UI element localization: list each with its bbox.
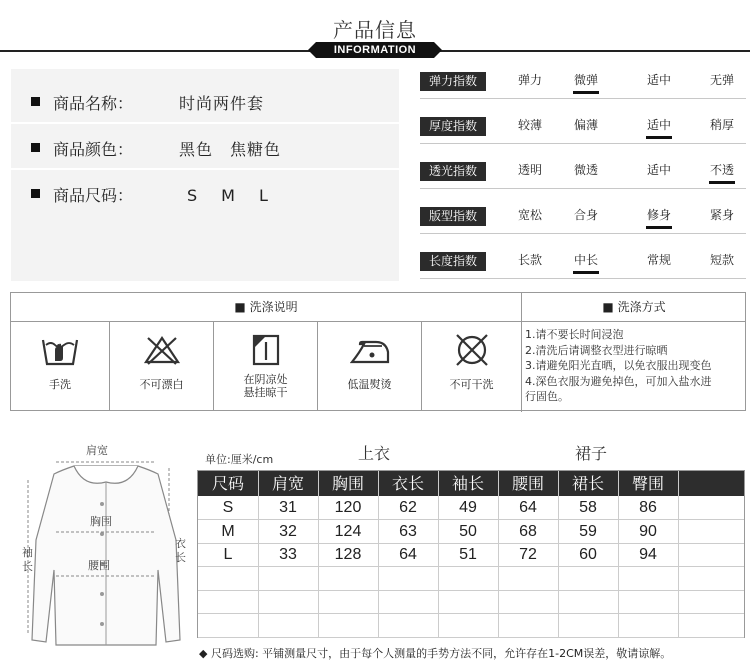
size-table-row [198, 567, 744, 591]
index-row [420, 69, 746, 99]
index-option-selected: 修身 [629, 206, 689, 223]
size-table-cell: 128 [334, 546, 362, 563]
shoulder-width-label: 肩宽 [86, 444, 108, 457]
index-option: 透明 [517, 163, 542, 177]
product-size-row [11, 172, 399, 216]
size-table-cell: 90 [639, 522, 657, 540]
size-table-column-divider [498, 471, 499, 637]
index-row [420, 114, 746, 144]
size-table-cell: 64 [399, 546, 417, 563]
index-option: 短款 [709, 253, 734, 267]
size-table-cell: 31 [279, 499, 297, 516]
size-table-cell: 64 [519, 499, 537, 516]
length-label-2: 长 [175, 551, 186, 564]
wash-item-hand-wash [11, 322, 110, 411]
line-dry-label-1: 在阴凉处 [243, 373, 288, 386]
size-table-cell: 94 [639, 546, 657, 563]
bullet-icon [31, 143, 40, 152]
bullet-icon [31, 189, 40, 198]
size-table-cell: 50 [459, 522, 477, 540]
waist-label: 腰围 [88, 559, 110, 572]
size-table-cell: 51 [459, 546, 477, 563]
size-table-cell: 59 [579, 522, 597, 540]
wash-item-no-dry-clean [422, 322, 521, 411]
size-note: ◆ 尺码选购: 平铺测量尺寸，由于每个人测量的手势方法不同，允许存在1-2CM误差，敬请谅解。 [199, 647, 672, 660]
no-bleach-label: 不可漂白 [139, 378, 184, 391]
washing-note: 1.请不要长时间浸泡 [525, 328, 624, 341]
page-title: 产品信息 [333, 18, 417, 42]
size-table-column-divider [258, 471, 259, 637]
washing-method-heading: ■ 洗涤方式 [522, 293, 746, 322]
size-table-cell: S [222, 499, 234, 516]
product-color-label: 商品颜色： [53, 140, 134, 159]
size-table-header-cell: 胸围 [331, 474, 364, 493]
length-label-1: 衣 [175, 537, 186, 550]
index-option: 适中 [646, 163, 671, 177]
index-row [420, 249, 746, 279]
washing-note: 3.请避免阳光直晒，以免衣服出现变色 [525, 359, 712, 372]
size-table-column-divider [318, 471, 319, 637]
size-table-cell: 63 [399, 522, 417, 540]
low-iron-label: 低温熨烫 [347, 378, 392, 391]
index-label: 版型指数 [420, 207, 486, 226]
index-option: 弹力 [517, 73, 542, 87]
sleeve-label-1: 袖 [22, 546, 33, 559]
product-name-row [11, 80, 399, 124]
index-label: 厚度指数 [420, 117, 486, 136]
size-table-row [198, 543, 744, 567]
line-dry-shade-icon [246, 332, 286, 368]
size-table-cell: 32 [279, 522, 297, 540]
index-option: 长款 [517, 253, 542, 267]
washing-notes [525, 327, 747, 405]
washing-panel [10, 292, 746, 411]
product-name-value: 时尚两件套 [179, 94, 265, 113]
size-table [197, 470, 745, 638]
size-table-header-cell: 肩宽 [271, 474, 304, 493]
index-label: 长度指数 [420, 252, 486, 271]
low-iron-icon [350, 332, 390, 368]
index-option: 紧身 [709, 208, 734, 222]
size-table-cell: 72 [519, 546, 537, 563]
size-table-column-divider [438, 471, 439, 637]
index-option: 适中 [646, 73, 671, 87]
size-table-cell: 86 [639, 499, 657, 516]
product-color-value: 黑色 焦糖色 [179, 140, 282, 159]
index-row [420, 159, 746, 189]
product-info-panel [11, 69, 399, 281]
header-divider-right [434, 50, 750, 52]
index-option: 微透 [573, 163, 598, 177]
size-table-cell: 58 [579, 499, 597, 516]
garment-measurement-figure [14, 440, 196, 660]
top-group-label: 上衣 [358, 444, 391, 463]
size-table-cell: 49 [459, 499, 477, 516]
blouse-illustration [14, 440, 196, 660]
hand-wash-label: 手洗 [49, 378, 71, 391]
product-size-label: 商品尺码： [53, 186, 134, 205]
chest-label: 胸围 [90, 515, 112, 528]
size-table-cell: L [223, 546, 233, 563]
index-option-selected: 微弹 [556, 71, 616, 88]
no-dry-clean-icon [452, 332, 492, 368]
size-table-header-cell: 袖长 [451, 474, 484, 493]
index-option: 合身 [573, 208, 598, 222]
index-option: 较薄 [517, 118, 542, 132]
wash-item-low-iron [318, 322, 422, 411]
washing-note: 4.深色衣服为避免掉色，可加入盐水进 [525, 374, 712, 388]
unit-label: 单位:厘米/cm [205, 453, 274, 466]
size-table-header-cell: 腰围 [511, 474, 544, 493]
product-size-value: S M L [187, 186, 272, 205]
index-label: 弹力指数 [420, 72, 486, 91]
size-table-cell: 62 [399, 499, 417, 516]
index-option: 宽松 [517, 208, 542, 222]
size-table-cell: 33 [279, 546, 297, 563]
size-table-row [198, 614, 744, 638]
hand-wash-icon [40, 332, 80, 368]
size-table-header-cell: 尺码 [211, 474, 244, 493]
no-bleach-icon [142, 332, 182, 368]
size-table-cell: M [221, 522, 235, 540]
index-option: 常规 [646, 253, 671, 267]
size-table-cell: 124 [334, 522, 362, 540]
size-table-header [198, 471, 744, 496]
line-dry-label-2: 悬挂晾干 [243, 386, 288, 399]
wash-item-no-bleach [110, 322, 214, 411]
size-table-column-divider [378, 471, 379, 637]
product-color-row [11, 126, 399, 170]
index-row [420, 204, 746, 234]
index-option: 无弹 [709, 73, 734, 87]
size-table-column-divider [558, 471, 559, 637]
skirt-group-label: 裙子 [575, 444, 608, 463]
no-dry-clean-label: 不可干洗 [449, 378, 494, 391]
information-badge: INFORMATION [316, 42, 434, 58]
header-divider-left [0, 50, 316, 52]
index-option-selected: 不透 [692, 161, 750, 178]
size-table-cell: 68 [519, 522, 537, 540]
index-option: 稍厚 [709, 118, 734, 132]
size-table-row [198, 590, 744, 614]
washing-instructions-heading: ■ 洗涤说明 [11, 293, 521, 322]
washing-note: 2.清洗后请调整衣型进行晾晒 [525, 343, 668, 357]
index-option-selected: 中长 [556, 251, 616, 268]
size-table-column-divider [618, 471, 619, 637]
size-table-header-cell: 衣长 [391, 474, 424, 493]
size-table-column-divider [678, 471, 679, 637]
wash-item-line-dry [214, 322, 318, 411]
size-table-row [198, 520, 744, 544]
washing-divider [521, 293, 522, 412]
index-option: 偏薄 [573, 118, 598, 132]
size-table-row [198, 496, 744, 520]
sleeve-label-2: 长 [22, 560, 33, 573]
index-option-selected: 适中 [629, 116, 689, 133]
index-label: 透光指数 [420, 162, 486, 181]
product-name-label: 商品名称： [53, 94, 134, 113]
size-table-header-cell: 裙长 [571, 474, 604, 493]
bullet-icon [31, 97, 40, 106]
size-table-cell: 60 [579, 546, 597, 563]
size-table-header-cell: 臀围 [631, 474, 664, 493]
size-table-cell: 120 [334, 499, 362, 516]
washing-note: 行固色。 [525, 390, 569, 403]
